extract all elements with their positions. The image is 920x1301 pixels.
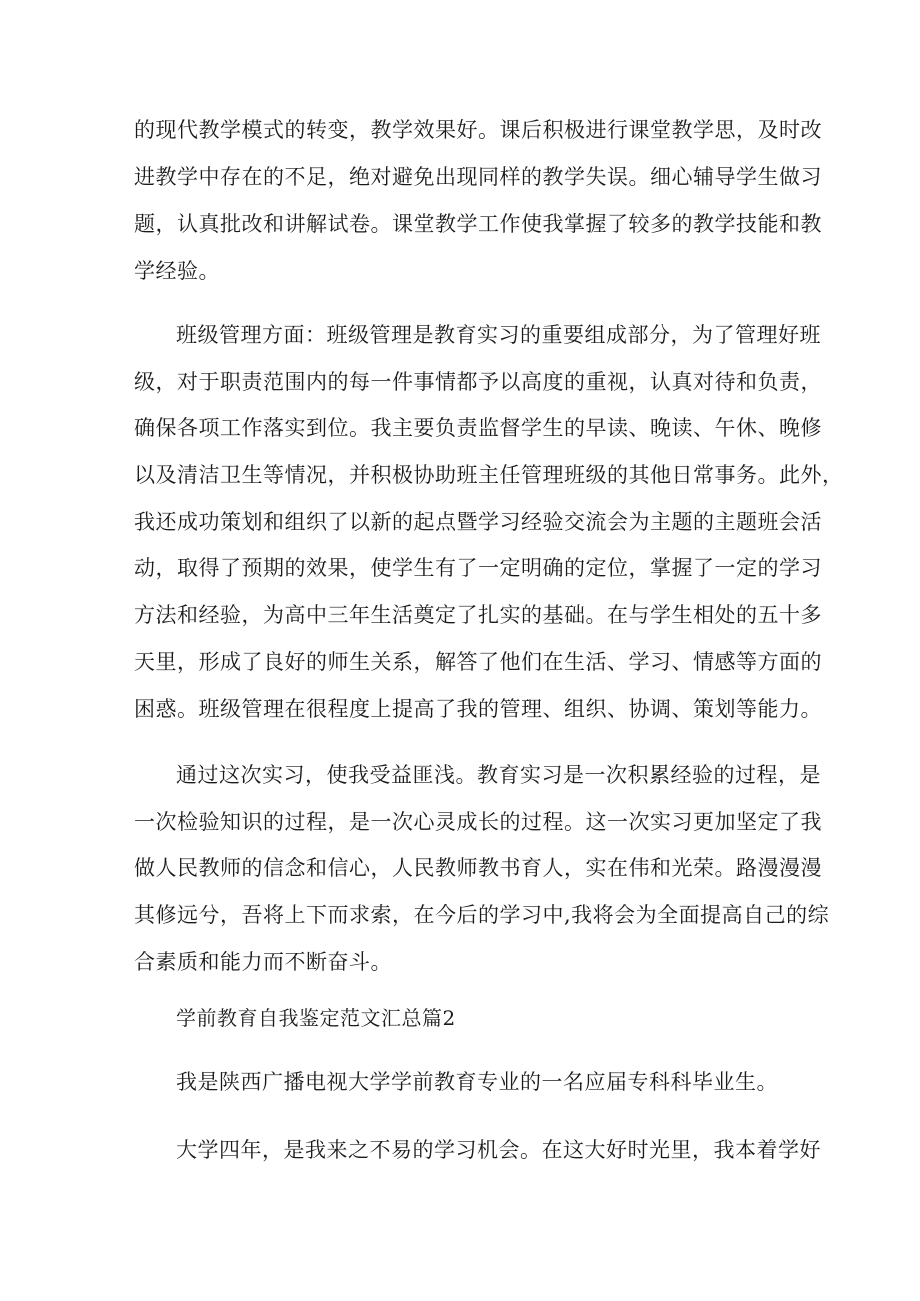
paragraph-1-line-4: 学经验。 bbox=[134, 259, 220, 283]
paragraph-2-line-9: 困惑。班级管理在很程度上提高了我的管理、组织、协调、策划等能力。 bbox=[134, 697, 822, 721]
paragraph-2-line-8: 天里，形成了良好的师生关系，解答了他们在生活、学习、情感等方面的 bbox=[134, 650, 822, 674]
paragraph-5-line-1: 大学四年，是我来之不易的学习机会。在这大好时光里，我本着学好 bbox=[176, 1138, 821, 1162]
paragraph-2-line-5: 我还成功策划和组织了以新的起点暨学习经验交流会为主题的主题班会活 bbox=[134, 510, 822, 534]
paragraph-2-line-4: 以及清洁卫生等情况，并积极协助班主任管理班级的其他日常事务。此外， bbox=[134, 463, 844, 487]
paragraph-3-line-3: 做人民教师的信念和信心，人民教师教书育人，实在伟和光荣。路漫漫漫 bbox=[134, 856, 822, 880]
paragraph-2-line-3: 确保各项工作落实到位。我主要负责监督学生的早读、晚读、午休、晚修 bbox=[134, 416, 822, 440]
paragraph-2-line-7: 方法和经验，为高中三年生活奠定了扎实的基础。在与学生相处的五十多 bbox=[134, 603, 822, 627]
paragraph-1-line-1: 的现代教学模式的转变，教学效果好。课后积极进行课堂教学思，及时改 bbox=[134, 118, 822, 142]
paragraph-2-line-1: 班级管理方面：班级管理是教育实习的重要组成部分，为了管理好班 bbox=[176, 323, 821, 347]
paragraph-2-line-6: 动，取得了预期的效果，使学生有了一定明确的定位，掌握了一定的学习 bbox=[134, 556, 822, 580]
section-heading: 学前教育自我鉴定范文汇总篇2 bbox=[176, 1006, 456, 1030]
paragraph-4-line-1: 我是陕西广播电视大学学前教育专业的一名应届专科科毕业生。 bbox=[176, 1070, 778, 1094]
paragraph-3-line-4: 其修远兮，吾将上下而求索，在今后的学习中,我将会为全面提高自己的综 bbox=[134, 903, 830, 927]
paragraph-3-line-2: 一次检验知识的过程，是一次心灵成长的过程。这一次实习更加坚定了我 bbox=[134, 810, 822, 834]
paragraph-3-line-5: 合素质和能力而不断奋斗。 bbox=[134, 950, 392, 974]
paragraph-1-line-2: 进教学中存在的不足，绝对避免出现同样的教学失误。细心辅导学生做习 bbox=[134, 165, 822, 189]
paragraph-2-line-2: 级，对于职责范围内的每一件事情都予以高度的重视，认真对待和负责， bbox=[134, 370, 822, 394]
paragraph-1-line-3: 题，认真批改和讲解试卷。课堂教学工作使我掌握了较多的教学技能和教 bbox=[134, 212, 822, 236]
paragraph-3-line-1: 通过这次实习，使我受益匪浅。教育实习是一次积累经验的过程，是 bbox=[176, 763, 821, 787]
